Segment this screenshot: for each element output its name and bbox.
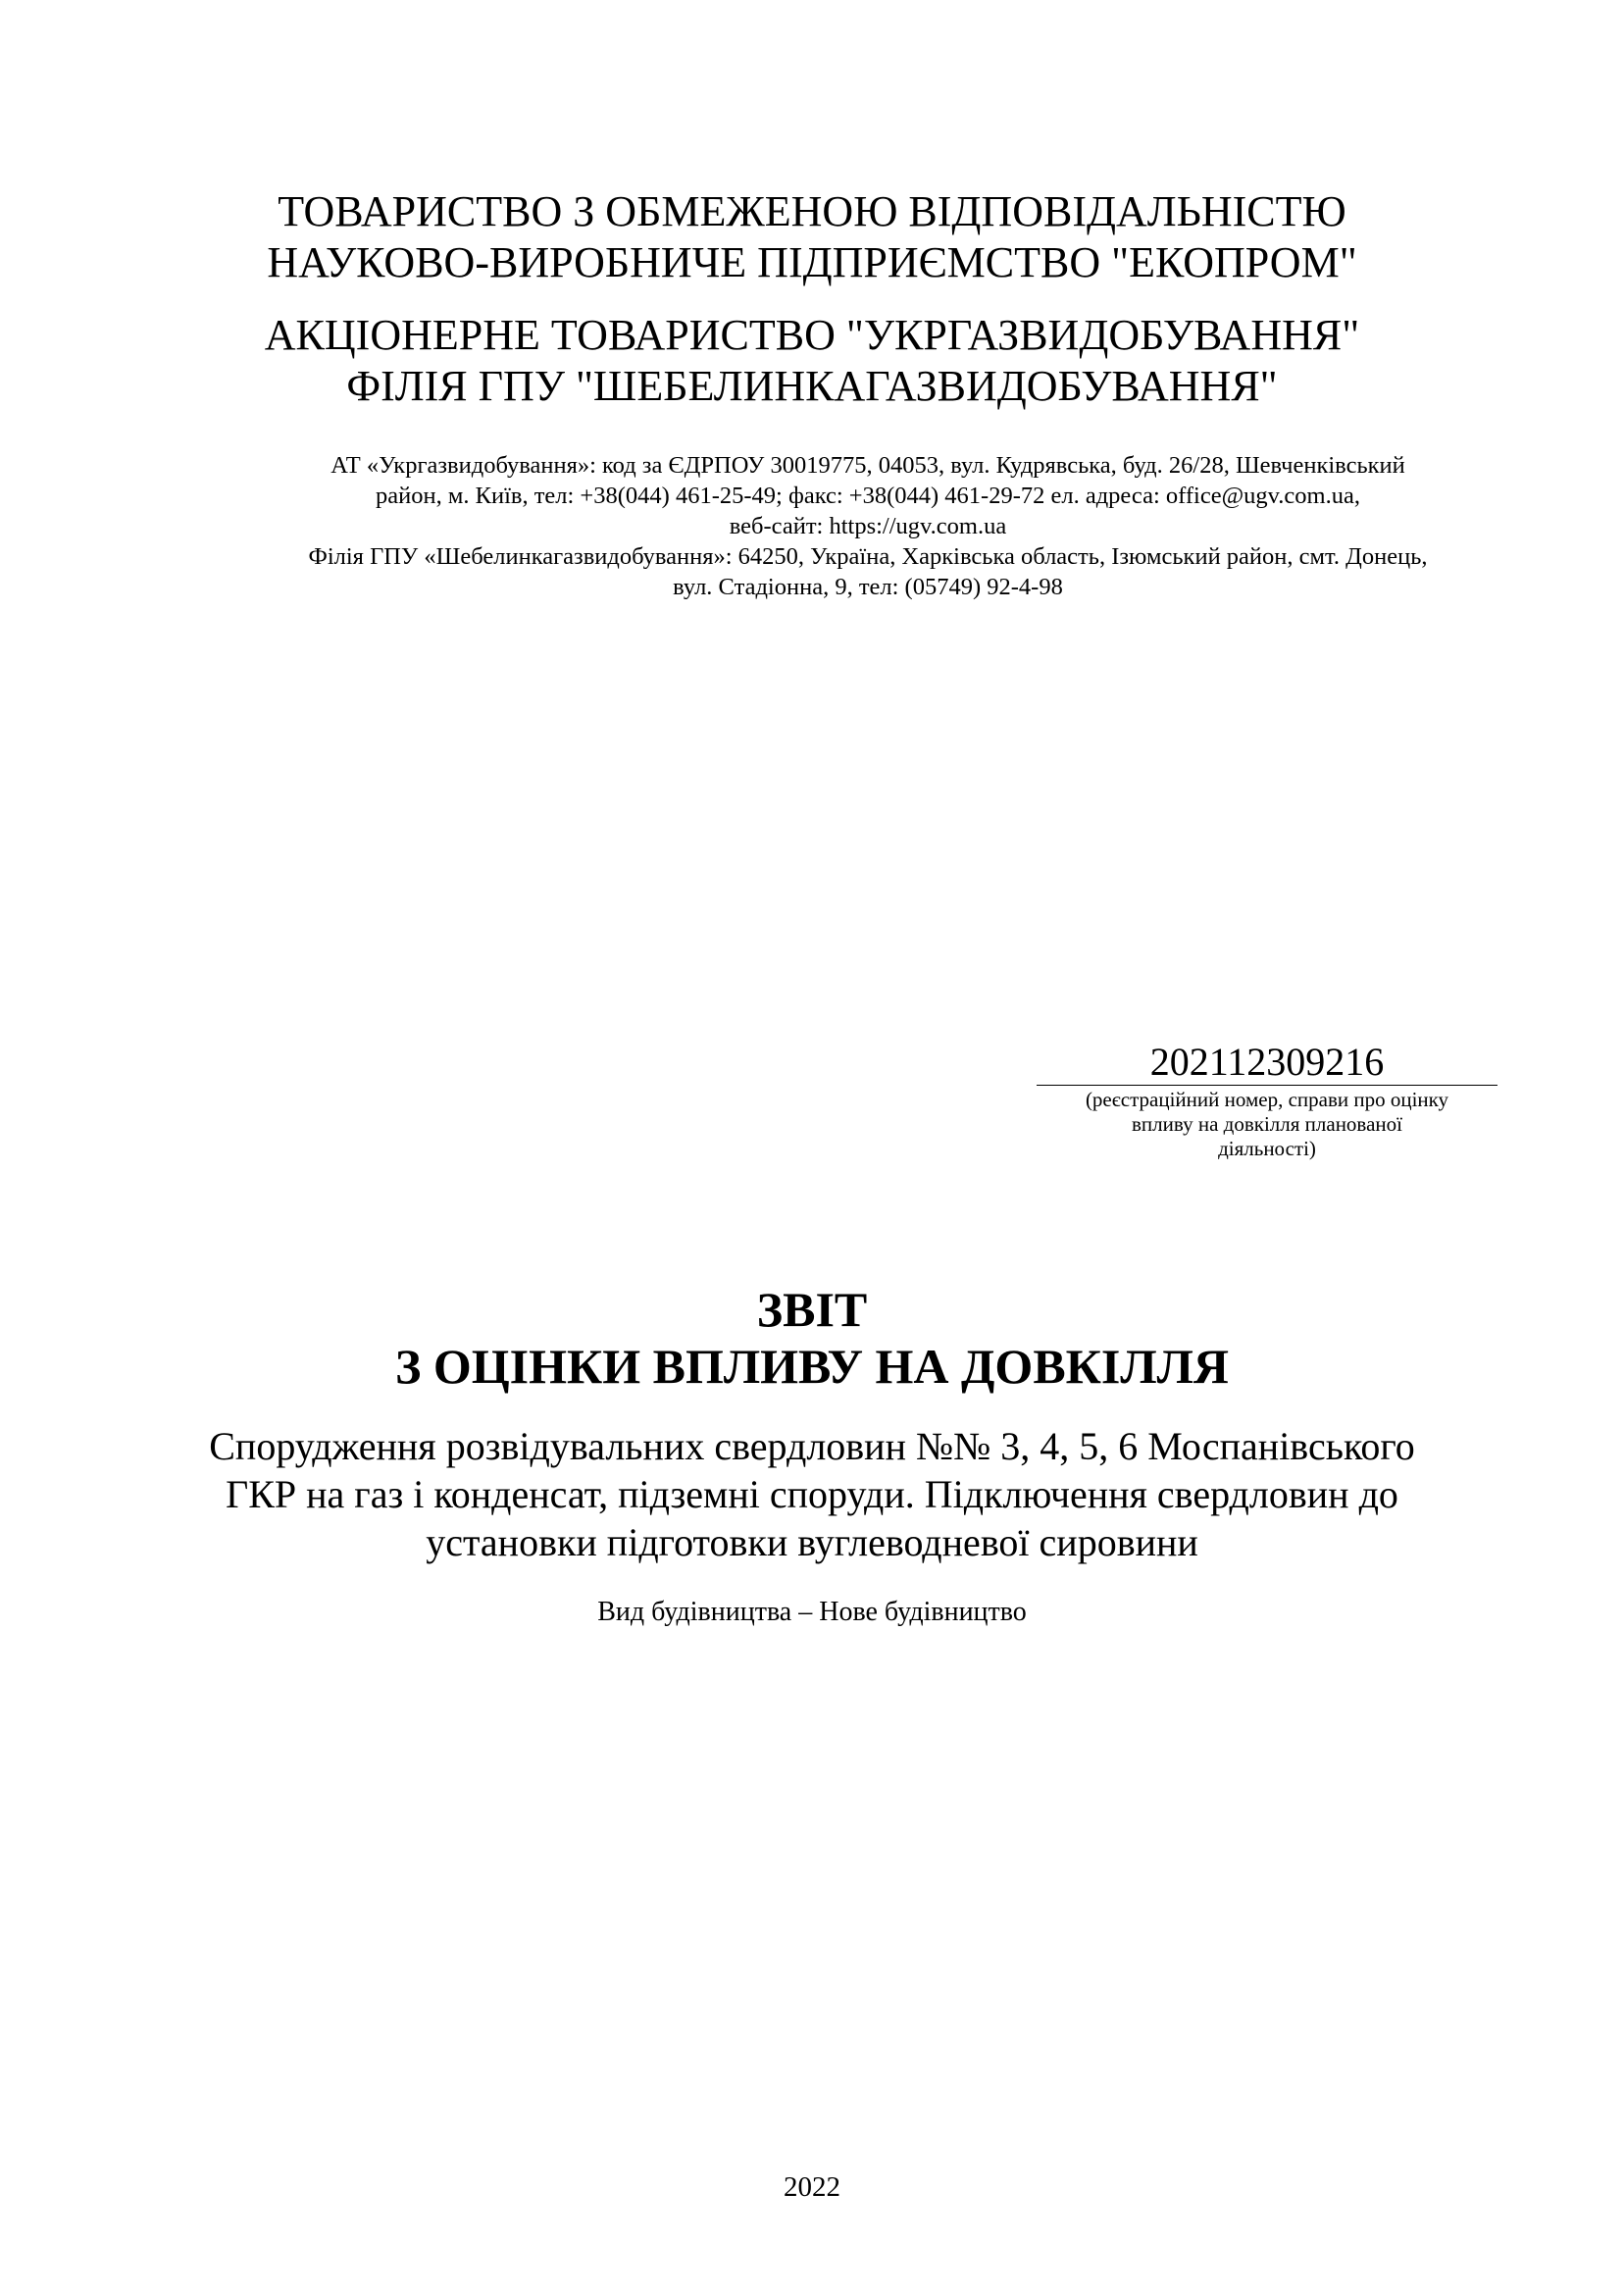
year-text: 2022 xyxy=(784,2171,840,2203)
project-subject-line: Спорудження розвідувальних свердловин №№ 3, 4, 5, 6 Моспанівського xyxy=(209,1424,1415,1468)
developer-org-name-line2: НАУКОВО-ВИРОБНИЧЕ ПІДПРИЄМСТВО "ЕКОПРОМ" xyxy=(267,238,1357,286)
contacts-line: веб-сайт: https://ugv.com.ua xyxy=(729,513,1007,539)
registration-block xyxy=(1037,1040,1497,1161)
registration-caption xyxy=(1037,1088,1497,1161)
project-subject-line: установки підготовки вуглеводневої сировини xyxy=(426,1520,1198,1564)
registration-caption-line: (реєстраційний номер, справи про оцінку xyxy=(1085,1088,1449,1111)
construction-type xyxy=(0,1596,1624,1629)
customer-branch-name: ФІЛІЯ ГПУ "ШЕБЕЛИНКАГАЗВИДОБУВАННЯ" xyxy=(346,362,1278,410)
developer-org-name-line1: ТОВАРИСТВО З ОБМЕЖЕНОЮ ВІДПОВІДАЛЬНІСТЮ xyxy=(278,187,1346,235)
report-title-line1: ЗВІТ xyxy=(756,1282,868,1337)
contacts-line: район, м. Київ, тел: +38(044) 461-25-49; факс: +38(044) 461-29-72 ел. адреса: office@ugv.com.ua, xyxy=(376,483,1360,509)
document-year xyxy=(0,2170,1624,2204)
report-title-line2: З ОЦІНКИ ВПЛИВУ НА ДОВКІЛЛЯ xyxy=(394,1339,1230,1394)
customer-org-name-line1: АКЦІОНЕРНЕ ТОВАРИСТВО "УКРГАЗВИДОБУВАННЯ" xyxy=(264,311,1360,359)
report-title xyxy=(0,1281,1624,1395)
registration-caption-line: впливу на довкілля планованої xyxy=(1132,1112,1402,1136)
organizations-header xyxy=(0,186,1624,412)
registration-caption-line: діяльності) xyxy=(1218,1137,1316,1160)
contacts-line: Філія ГПУ «Шебелинкагазвидобування»: 64250, Україна, Харківська область, Ізюмський район, смт. Донець, xyxy=(308,543,1428,570)
project-subject-line: ГКР на газ і конденсат, підземні споруди. Підключення свердловин до xyxy=(226,1472,1398,1516)
contacts-line: вул. Стадіонна, 9, тел: (05749) 92-4-98 xyxy=(673,574,1063,600)
construction-type-text: Вид будівництва – Нове будівництво xyxy=(597,1597,1027,1627)
project-subject xyxy=(0,1422,1624,1566)
contacts-line: АТ «Укргазвидобування»: код за ЄДРПОУ 30019775, 04053, вул. Кудрявська, буд. 26/28, Шевченківський xyxy=(330,452,1405,479)
customer-contacts xyxy=(206,450,1530,602)
registration-number: 202112309216 xyxy=(1037,1040,1497,1086)
